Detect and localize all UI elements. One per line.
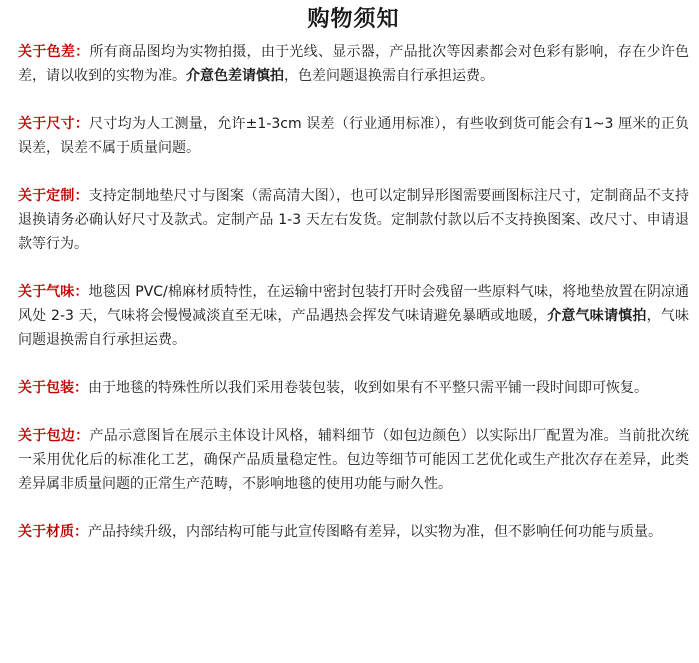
section-text: 由于地毯的特殊性所以我们采用卷装包装，收到如果有不平整只需平铺一段时间即可恢复。	[88, 380, 648, 396]
section-size: 关于尺寸：尺寸均为人工测量，允许±1-3cm 误差（行业通用标准），有些收到货可能会有1~3 厘米的正负误差，误差不属于质量问题。	[18, 116, 690, 156]
section-text: 产品示意图旨在展示主体设计风格，辅料细节（如包边颜色）以实际出厂配置为准。当前批次统一采用优化后的标准化工艺，确保产品质量稳定性。包边等细节可能因工艺优化或生产批次存在差异，此类差异属非质量问题的正常生产范畴，不影响地毯的使用功能与耐久性。	[18, 428, 690, 492]
section-text: 支持定制地垫尺寸与图案（需高清大图），也可以定制异形图需要画图标注尺寸，定制商品不支持退换请务必确认好尺寸及款式。定制产品 1-3 天左右发货。定制款付款以后不支持换图案、改尺寸、申请退款等行为。	[18, 188, 690, 252]
section-text: 所有商品图均为实物拍摄，由于光线、显示器，产品批次等因素都会对色彩有影响，存在少许色差，请以收到的实物为准。	[18, 44, 690, 84]
section-label: 关于包边	[18, 428, 76, 444]
page-title: 购物须知	[307, 6, 400, 32]
section-material: 关于材质：产品持续升级，内部结构可能与此宣传图略有差异，以实物为准，但不影响任何功能与质量。	[18, 524, 662, 540]
section-emphasis: 介意色差请慎拍	[186, 68, 284, 84]
section-text-tail: ，色差问题退换需自行承担运费。	[284, 68, 494, 84]
section-label: 关于包装	[18, 380, 74, 396]
section-color-difference: 关于色差：所有商品图均为实物拍摄，由于光线、显示器，产品批次等因素都会对色彩有影响，存在少许色差，请以收到的实物为准。介意色差请慎拍，色差问题退换需自行承担运费。	[18, 44, 690, 84]
section-text-tail: ，气味问题退换需自行承担运费。	[18, 308, 690, 348]
section-label: 关于材质	[18, 524, 74, 540]
section-odor: 关于气味：地毯因 PVC/棉麻材质特性，在运输中密封包装打开时会残留一些原料气味，将地垫放置在阴凉通风处 2-3 天，气味将会慢慢减淡直至无味，产品遇热会挥发气味请避免暴晒或地暖，介意气味请慎拍，气味问题退换需自行承担运费。	[18, 284, 690, 348]
section-emphasis: 介意气味请慎拍	[547, 308, 647, 324]
section-edging: 关于包边：产品示意图旨在展示主体设计风格，辅料细节（如包边颜色）以实际出厂配置为准。当前批次统一采用优化后的标准化工艺，确保产品质量稳定性。包边等细节可能因工艺优化或生产批次存在差异，此类差异属非质量问题的正常生产范畴，不影响地毯的使用功能与耐久性。	[18, 428, 690, 492]
section-label: 关于尺寸	[18, 116, 75, 132]
section-label: 关于定制	[18, 188, 75, 204]
section-customization: 关于定制：支持定制地垫尺寸与图案（需高清大图），也可以定制异形图需要画图标注尺寸，定制商品不支持退换请务必确认好尺寸及款式。定制产品 1-3 天左右发货。定制款付款以后不支持换图案、改尺寸、申请退款等行为。	[18, 188, 690, 252]
section-label: 关于气味	[18, 284, 75, 300]
section-text: 尺寸均为人工测量，允许±1-3cm 误差（行业通用标准），有些收到货可能会有1~3 厘米的正负误差，误差不属于质量问题。	[18, 116, 690, 156]
section-packaging: 关于包装：由于地毯的特殊性所以我们采用卷装包装，收到如果有不平整只需平铺一段时间即可恢复。	[18, 380, 648, 396]
section-text: 地毯因 PVC/棉麻材质特性，在运输中密封包装打开时会残留一些原料气味，将地垫放置在阴凉通风处 2-3 天，气味将会慢慢减淡直至无味，产品遇热会挥发气味请避免暴晒或地暖，	[18, 284, 690, 324]
section-label: 关于色差	[18, 44, 76, 60]
section-text: 产品持续升级，内部结构可能与此宣传图略有差异，以实物为准，但不影响任何功能与质量。	[88, 524, 662, 540]
